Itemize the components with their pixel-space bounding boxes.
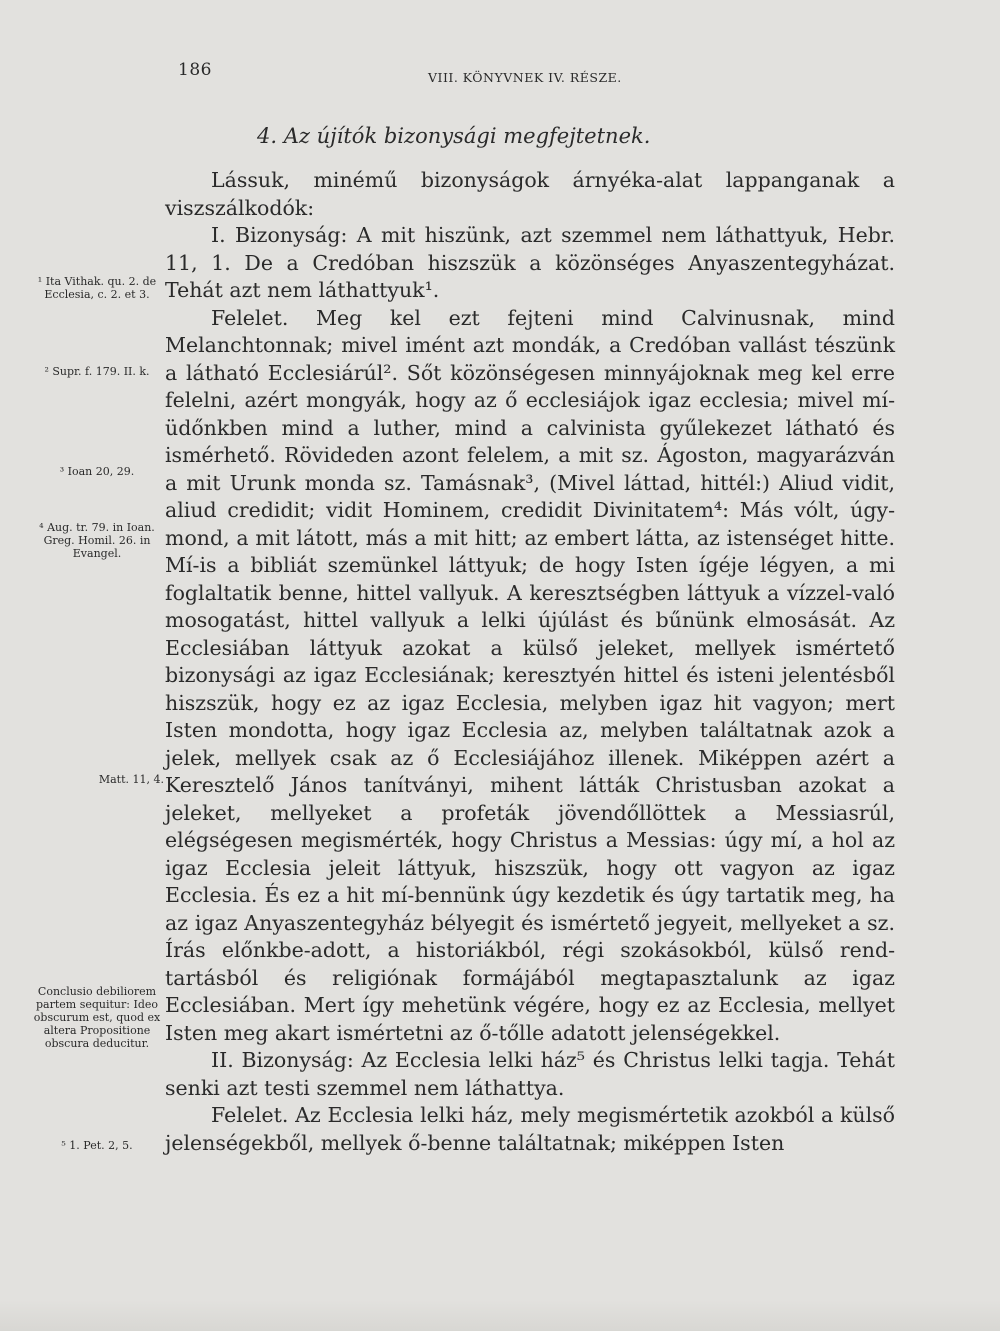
body-text bbox=[165, 167, 895, 1157]
margin-note-ioan: ³ Ioan 20, 29. bbox=[59, 465, 135, 478]
paragraph-second-proof: II. Bizonyság: Az Ecclesia lelki ház⁵ és Christus lelki tagja. Tehát senki azt testi szemmel nem láthattya. bbox=[165, 1048, 895, 1100]
margin-note-matthew: Matt. 11, 4. bbox=[98, 773, 164, 786]
margin-note-peter: ⁵ 1. Pet. 2, 5. bbox=[61, 1139, 133, 1152]
paragraph-second-answer: Felelet. Az Ecclesia lelki ház, mely megismértetik azokból a külső jelenségekből, mellyek ő-benne találtatnak; miképpen Isten bbox=[165, 1103, 895, 1155]
margin-note-conclusio: Conclusio debiliorem partem sequitur: Ideo obscurum est, quod ex altera Propositione obscura deducitur. bbox=[33, 985, 161, 1050]
paragraph-first-proof: I. Bizonyság: A mit hiszünk, azt szemmel nem láthattyuk, Hebr. 11, 1. De a Credóban hiszszük a közönséges Anyaszentegyházat. Tehát azt nem láthattyuk¹. bbox=[165, 223, 895, 302]
section-title: 4. Az újítók bizonysági megfejtetnek. bbox=[257, 124, 651, 148]
paragraph-intro: Lássuk, minémű bizonyságok árnyéka-alat lappanganak a viszszálkodók: bbox=[165, 168, 895, 220]
margin-note-augustine: ⁴ Aug. tr. 79. in Ioan. Greg. Homil. 26. in Evangel. bbox=[39, 521, 155, 560]
paragraph-first-answer: Felelet. Meg kel ezt fejteni mind Calvinusnak, mind Melanchtonnak; mivel imént azt mondák, a Credóban vallást tészünk a látható Ecclesiárúl². Sőt közönségesen minnyájoknak meg kel erre felelni, azért mongyák, hogy az ő ecclesiájok igaz ecclesia; mivel mí-üdőnkben mind a luther, mind a calvinista gyűlekezet látható és ismérhető. Rövideden azont felelem, a mit sz. Ágoston, magyarázván a mit Urunk monda sz. Tamásnak³, (Mivel láttad, hittél:) Aliud vidit, aliud credidit; vidit Hominem, credidit Divinitatem⁴: Más vólt, úgy-mond, a mit látott, más a mit hitt; az embert látta, az istenséget hitte. Mí-is a bibliát szemünkel láttyuk; de hogy Isten ígéje légyen, a mi foglaltatik benne, hittel vallyuk. A keresztségben láttyuk a vízzel-való mosogatást, hittel vallyuk a lelki újúlást és bűnünk elmosását. Az Ecclesiában láttyuk azokat a külső jeleket, mellyek ismértető bizonysági az igaz Ecclesiának; keresztyén hittel és isteni jelentésből hiszszük, hogy ez az igaz Ecclesia, melyben igaz hit vagyon; mert Isten mondotta, hogy igaz Ecclesia az, melyben találtatnak azok a jelek, mellyek csak az ő Ecclesiájához illenek. Miképpen azért a Keresztelő János tanítványi, mihent látták Christusban azokat a jeleket, mellyeket a profeták jövendőllöttek a Messiasrúl, elégségesen megismérték, hogy Christus a Messias: úgy mí, a hol az igaz Ecclesia jeleit láttyuk, hiszszük, hogy ott vagyon az igaz Ecclesia. És ez a hit mí-bennünk úgy kezdetik és úgy tartatik meg, ha az igaz Anyaszentegyház bélyegit és ismértető jegyeit, mellyeket a sz. Írás előnkbe-adott, a historiákból, régi szokásokból, külső rend-tartásból és religiónak formájából megtapasztalunk az igaz Ecclesiában. Mert így mehetünk végére, hogy ez az Ecclesia, mellyet Isten meg akart ismértetni az ő-tőlle adatott jelenségekkel. bbox=[165, 305, 895, 1045]
running-head: VIII. KÖNYVNEK IV. RÉSZE. bbox=[428, 70, 622, 85]
margin-note-vithak: ¹ Ita Vithak. qu. 2. de Ecclesia, c. 2. et 3. bbox=[37, 275, 157, 301]
page-bottom-edge bbox=[0, 1300, 1000, 1331]
page-number: 186 bbox=[178, 60, 212, 80]
margin-note-supra: ² Supr. f. 179. II. k. bbox=[44, 365, 150, 378]
